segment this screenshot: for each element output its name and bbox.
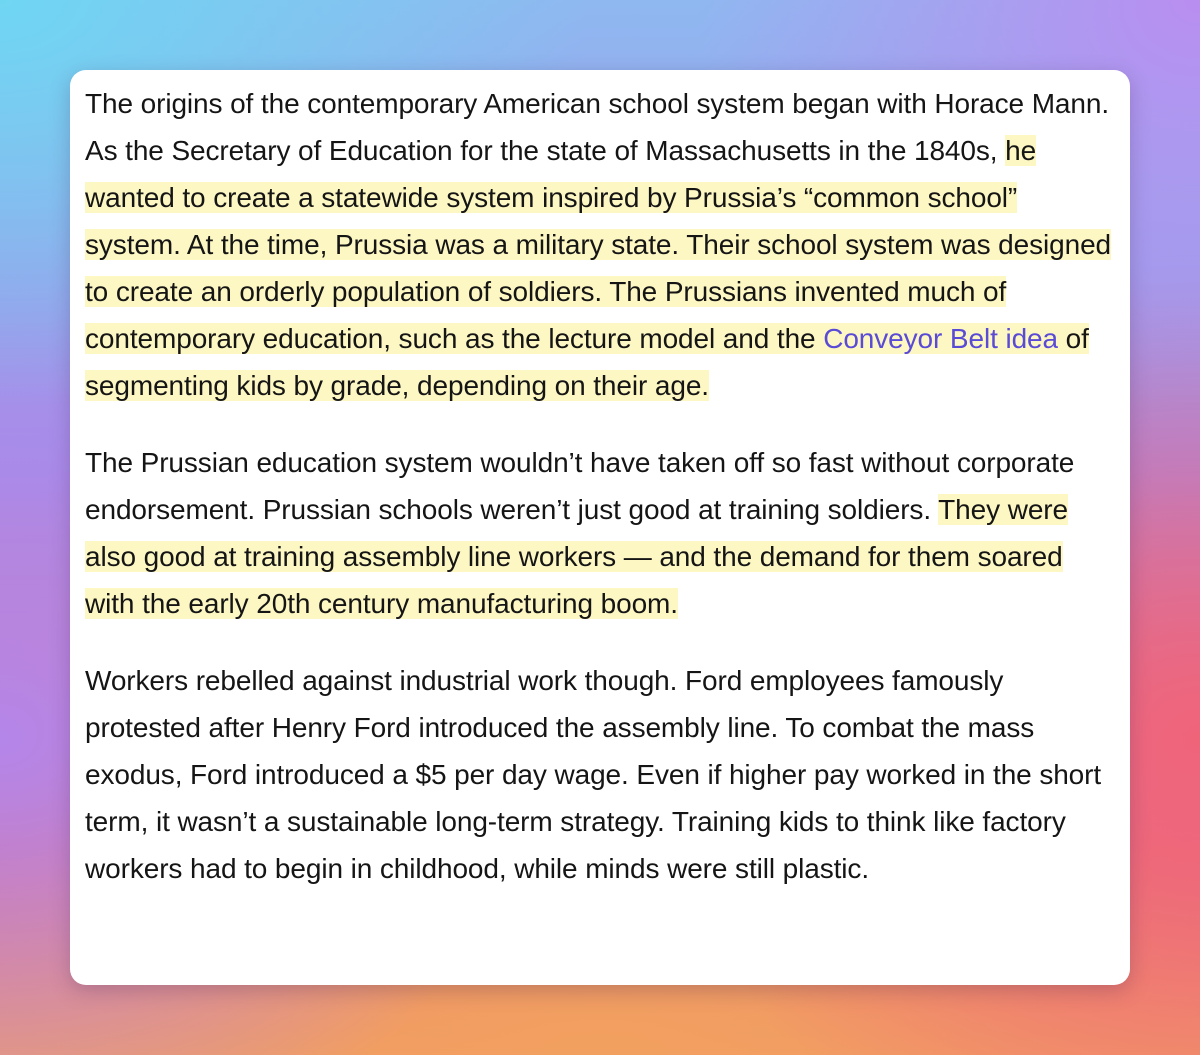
highlighted-passage-1-end: of segmenting kids by grade, depending on their age. [85, 323, 1089, 401]
paragraph-2-text: The Prussian education system wouldn’t have taken off so fast without corporate endorsement. Prussian schools weren’t just good at training soldiers. [85, 447, 1075, 525]
paragraph-3 [85, 657, 1116, 892]
paragraph-2 [85, 439, 1116, 627]
paragraph-1 [85, 80, 1116, 409]
highlighted-passage-2: They were also good at training assembly line workers — and the demand for them soared with the early 20th century manufacturing boom. [85, 494, 1068, 619]
paragraph-1-text: The origins of the contemporary American school system began with Horace Mann. As the Secretary of Education for the state of Massachusetts in the 1840s, [85, 88, 1110, 166]
paragraph-3-text: Workers rebelled against industrial work though. Ford employees famously protested after Henry Ford introduced the assembly line. To combat the mass exodus, Ford introduced a $5 per day wage. Even if higher pay worked in the short term, it wasn’t a sustainable long-term strategy. Training kids to think like factory workers had to begin in childhood, while minds were still plastic. [85, 665, 1102, 884]
article-card [70, 70, 1130, 985]
highlighted-passage-1: he wanted to create a statewide system inspired by Prussia’s “common school” system. At the time, Prussia was a military state. Their school system was designed to create an orderly population of soldiers. The Prussians invented much of contemporary education, such as the lecture model and the [85, 135, 1112, 354]
conveyor-belt-idea-link[interactable]: Conveyor Belt idea [823, 323, 1058, 354]
